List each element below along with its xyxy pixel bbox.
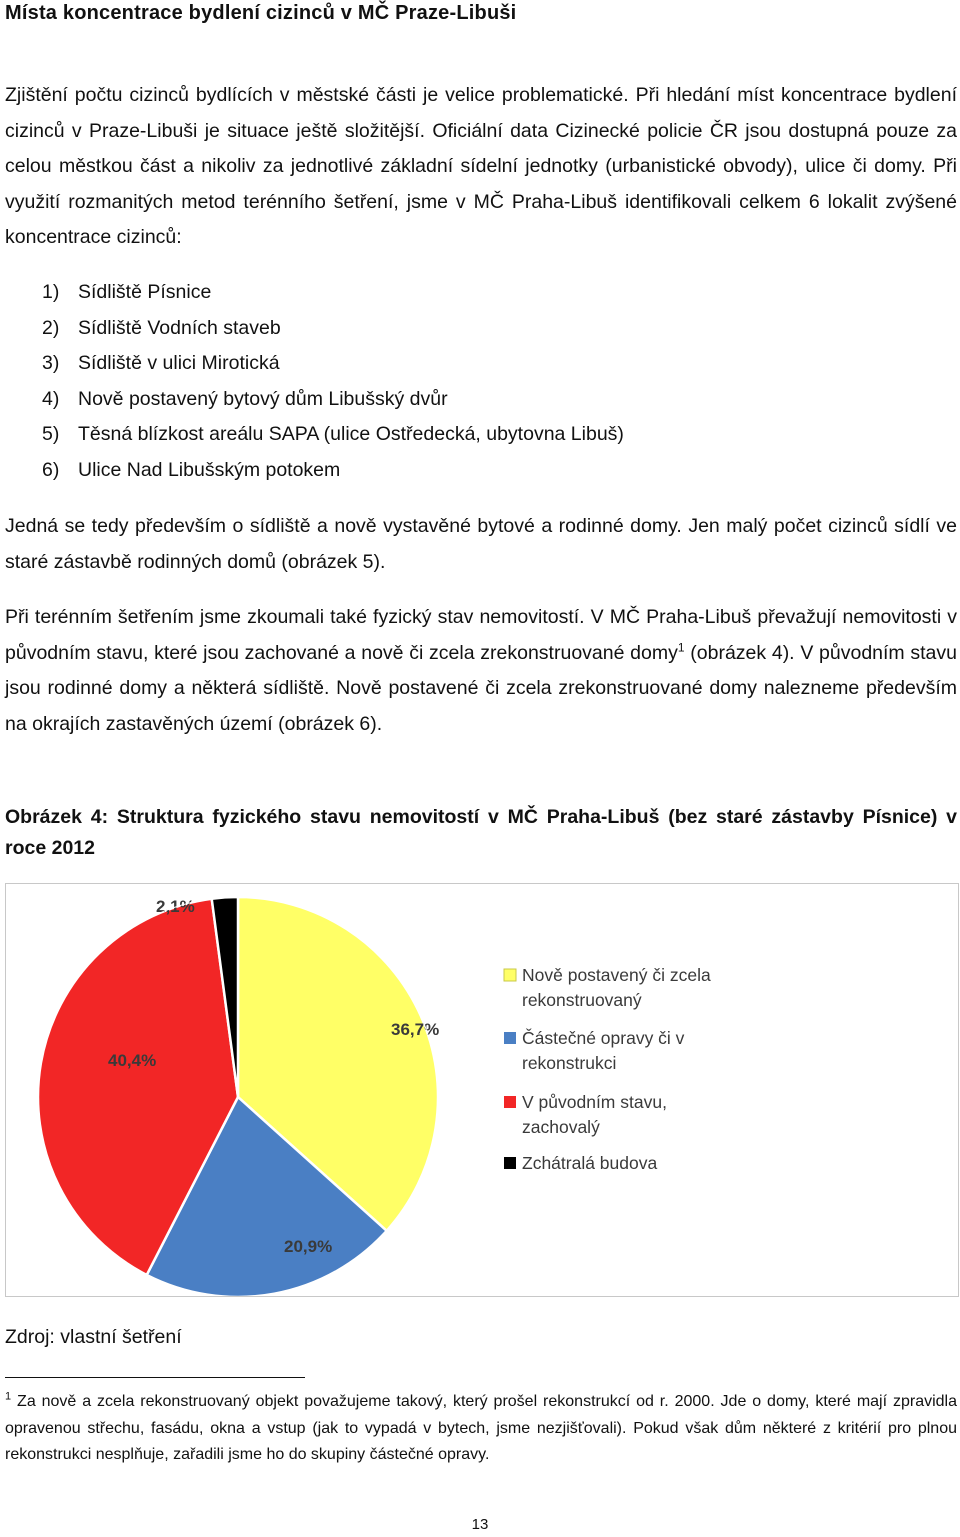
list-item: [42, 275, 624, 311]
legend-swatch: [504, 969, 516, 981]
list-item: [42, 346, 624, 382]
figure-source: Zdroj: vlastní šetření: [5, 1326, 182, 1348]
legend-swatch: [504, 1157, 516, 1169]
list-item-text: Těsná blízkost areálu SAPA (ulice Ostředecká, ubytovna Libuš): [78, 423, 624, 445]
legend-label: V původním stavu,: [522, 1092, 667, 1112]
summary-paragraph: Jedná se tedy především o sídliště a nově vystavěné bytové a rodinné domy. Jen malý počet cizinců sídlí ve staré zástavbě rodinných domů (obrázek 5).: [5, 515, 957, 573]
legend-label: zachovalý: [522, 1117, 600, 1137]
pie-chart-figure: [5, 883, 959, 1297]
list-item: [42, 417, 624, 453]
pie-chart: [6, 884, 958, 1296]
slice-percent-label: 2,1%: [156, 897, 195, 916]
list-item-number: 4): [42, 387, 60, 410]
intro-paragraph: Zjištění počtu cizinců bydlících v městské části je velice problematické. Při hledání míst koncentrace bydlení cizinců v Praze-Libuši je situace ještě složitější. Oficiální data Cizinecké policie ČR jsou dostupná pouze za celou městkou část a nikoliv za jednotlivé základní sídelní jednotky (urbanistické obvody), ulice či domy. Při využití rozmanitých metod terénního šetření, jsme v MČ Praha-Libuš identifikovali celkem 6 lokalit zvýšené koncentrace cizinců:: [5, 84, 957, 248]
list-item-number: 2): [42, 316, 60, 339]
legend-swatch: [504, 1096, 516, 1108]
physical-state-paragraph: [5, 600, 957, 742]
list-item-text: Sídliště Písnice: [78, 281, 212, 303]
slice-percent-label: 20,9%: [284, 1237, 333, 1256]
list-item-text: Ulice Nad Libušským potokem: [78, 458, 341, 481]
list-item-text: Nově postavený bytový dům Libušský dvůr: [78, 387, 448, 410]
list-item-number: 5): [42, 423, 60, 445]
legend-item: [504, 1027, 685, 1073]
legend-label: Částečné opravy či v: [522, 1028, 685, 1048]
list-item-text: Sídliště Vodních staveb: [78, 316, 281, 339]
footnote-reference[interactable]: 1: [677, 640, 685, 654]
paragraph-text: Při terénním šetřením jsme zkoumali také fyzický stav nemovitostí. V MČ Praha-Libuš převažují nemovitosti v původním stavu, které jsou zachované a nově či zcela zrekonstruované domy: [5, 606, 957, 664]
figure-caption: Obrázek 4: Struktura fyzického stavu nemovitostí v MČ Praha-Libuš (bez staré zástavby Písnice) v roce 2012: [5, 806, 957, 859]
legend-item: [504, 1092, 667, 1137]
page-number: 13: [471, 1516, 489, 1533]
legend-label: Nově postavený či zcela: [522, 965, 711, 985]
paragraph-text: (obrázek 4). V původním stavu jsou rodinné domy a některá sídliště. Nově postavené či zcela zrekonstruované domy nalezneme především na okrajích zastavěných území (obrázek 6).: [5, 641, 957, 735]
slice-percent-label: 36,7%: [391, 1020, 440, 1039]
legend-label: rekonstruovaný: [522, 990, 642, 1010]
list-item: [42, 382, 624, 418]
legend-swatch: [504, 1032, 516, 1044]
footnote-text: Za nově a zcela rekonstruovaný objekt považujeme takový, který prošel rekonstrukcí od r. 2000. Jde o domy, které mají zpravidla opravenou střechu, fasádu, okna a vstup (jak to vypadá v bytech, jsme nezjišťovali). Pokud však dům některé z kritérií pro plnou rekonstrukci nesplňuje, zařadili jsme ho do skupiny částečné opravy.: [5, 1393, 957, 1463]
footnote-divider: [5, 1377, 305, 1378]
list-item: [42, 453, 624, 489]
footnote-marker: 1: [5, 1390, 12, 1403]
list-item-number: 3): [42, 352, 60, 374]
section-title: Místa koncentrace bydlení cizinců v MČ Praze-Libuši: [5, 2, 517, 24]
footnote: [5, 1389, 957, 1469]
legend-item: [504, 1153, 657, 1173]
list-item: [42, 311, 624, 347]
list-item-number: 1): [42, 281, 60, 303]
legend-label: rekonstrukci: [522, 1053, 617, 1073]
legend-item: [504, 965, 711, 1010]
slice-percent-label: 40,4%: [108, 1051, 157, 1070]
list-item-text: Sídliště v ulici Mirotická: [78, 352, 280, 374]
legend-label: Zchátralá budova: [522, 1153, 658, 1173]
localities-list: [42, 275, 624, 488]
list-item-number: 6): [42, 458, 60, 481]
